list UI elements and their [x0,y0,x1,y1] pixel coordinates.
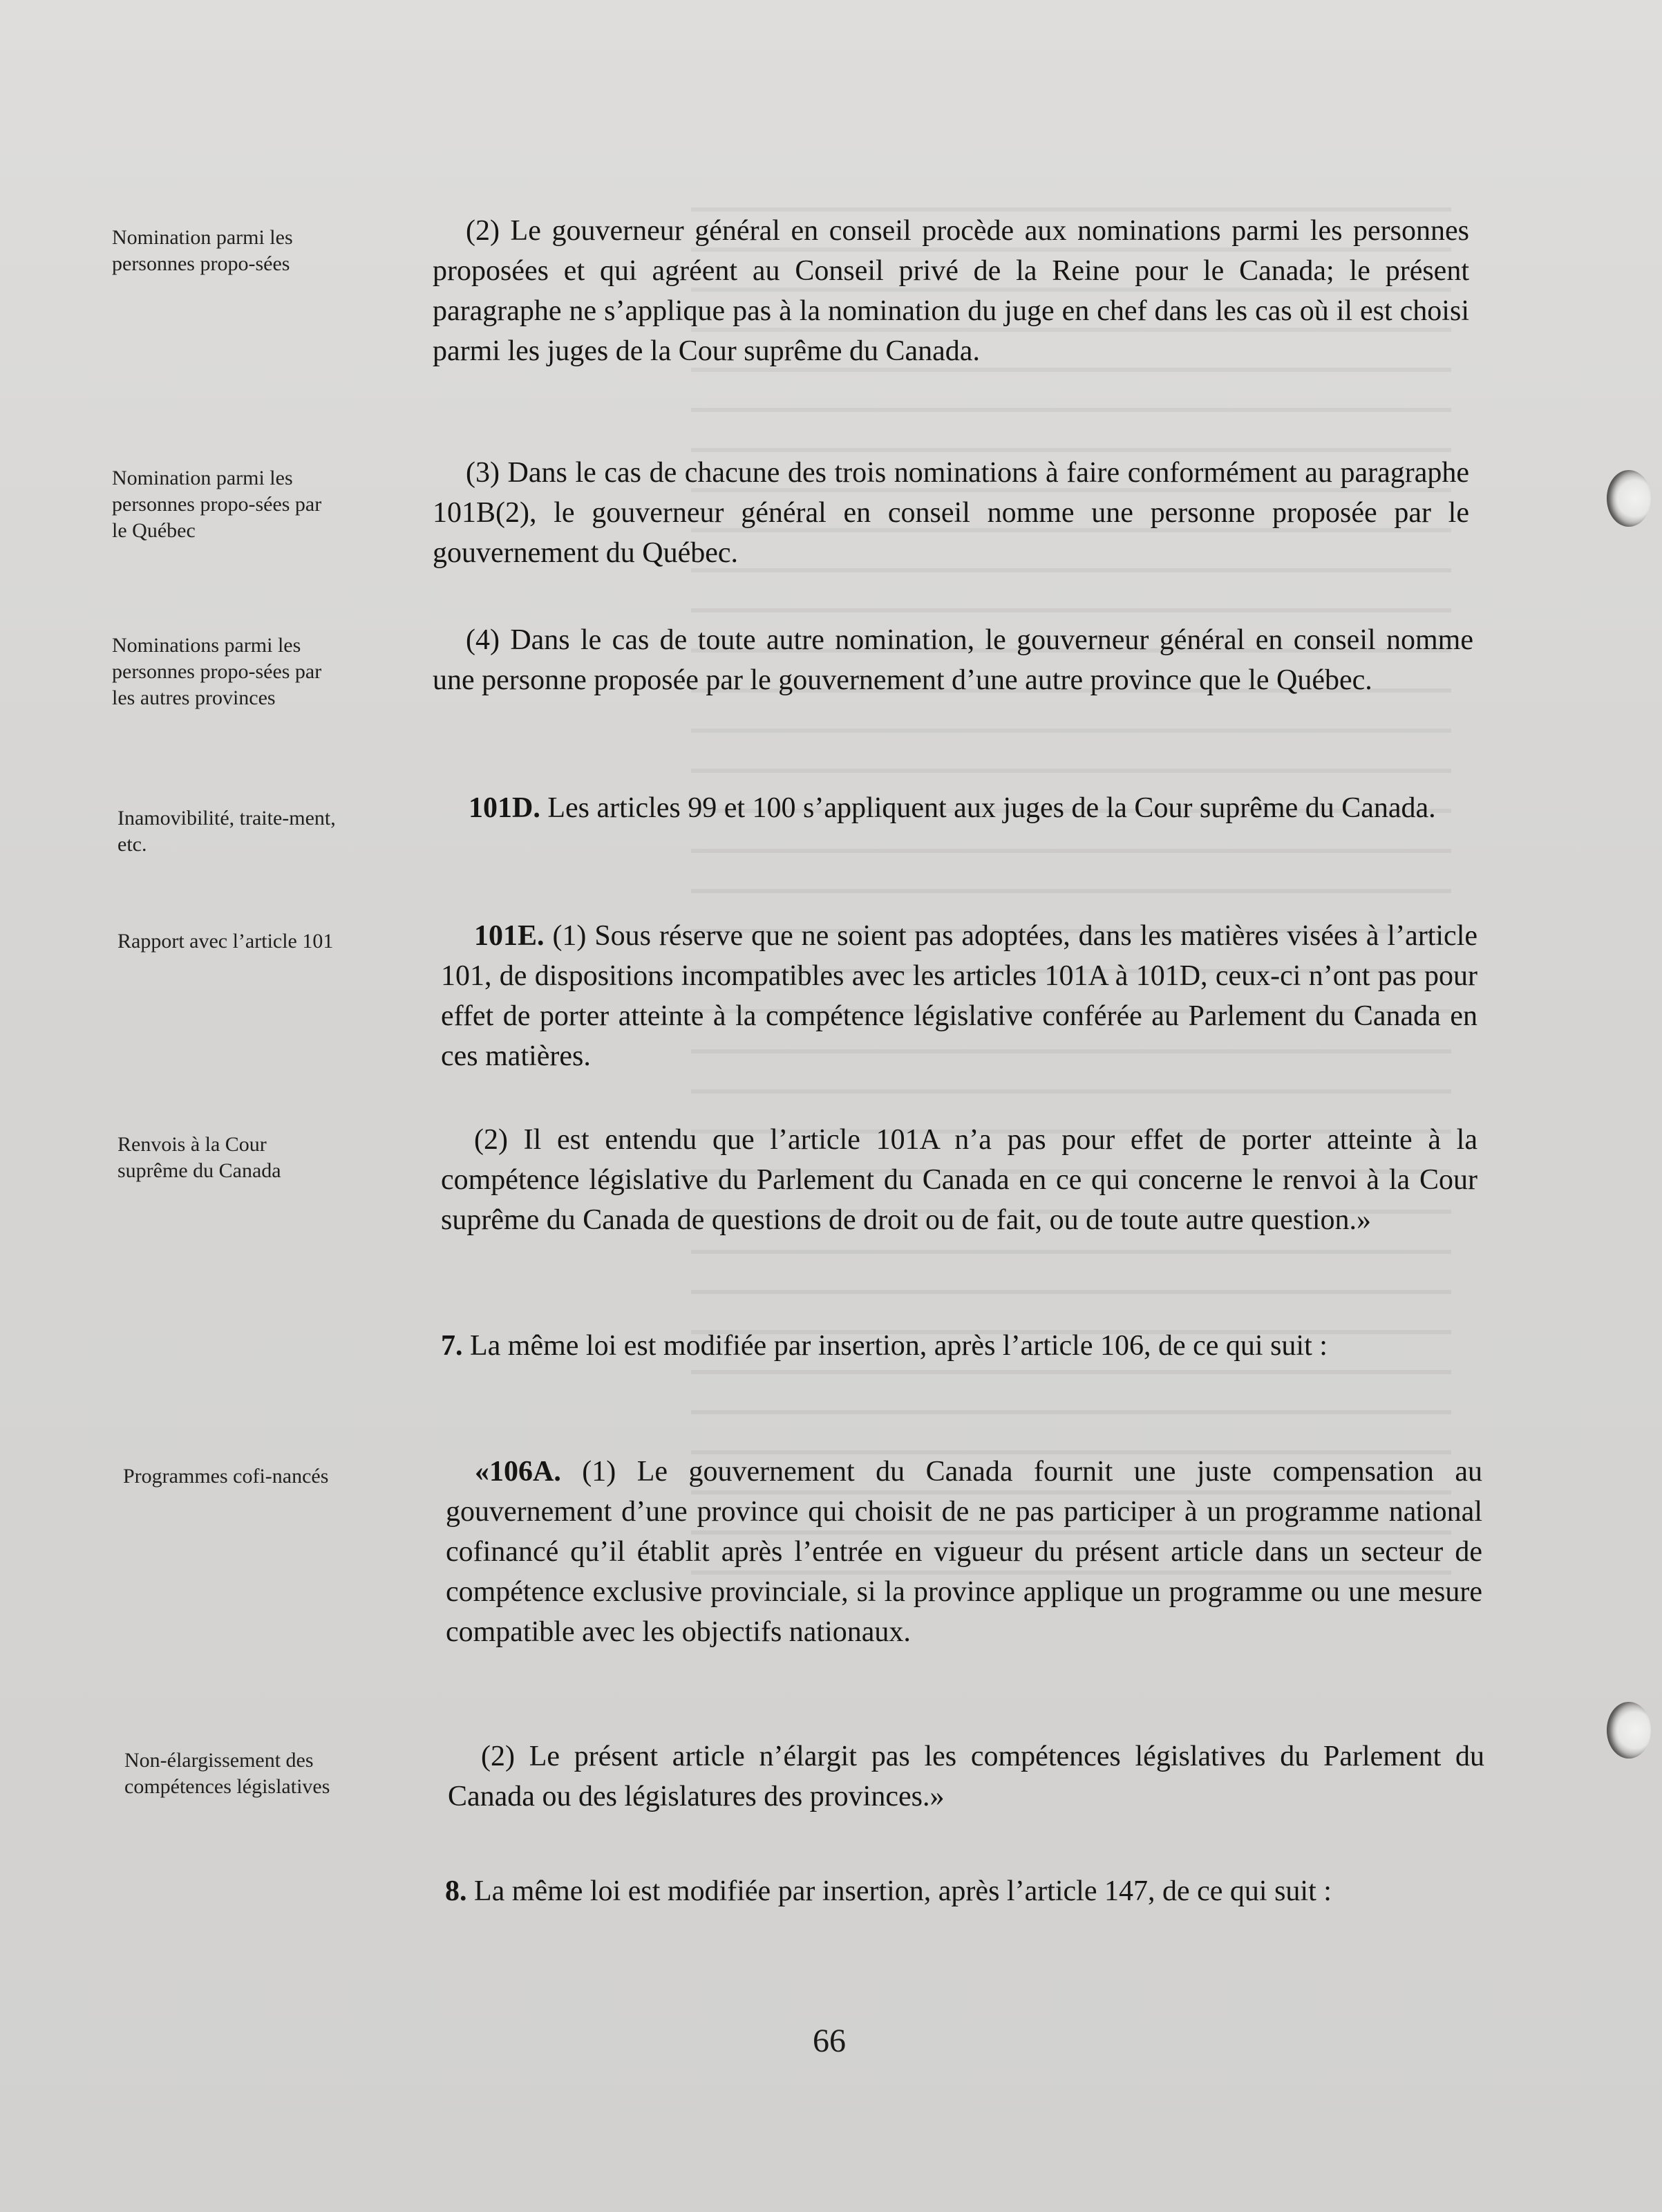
paragraph-101e-1-text: (1) Sous réserve que ne soient pas adoptées, dans les matières visées à l’article 101, de dispositions incompatibles avec les articles 101A à 101D, ceux-ci n’ont pas pour effet de porter atteinte à la compétence législative conférée au Parlement du Canada en ces matières. [441,920,1478,1072]
margin-note-nominations-autres-provinces: Nominations parmi les personnes propo-sées par les autres provinces [112,634,322,709]
paragraph-101d [435,788,1476,828]
margin-note-non-elargissement: Non-élargissement des compétences législatives [124,1749,330,1798]
paragraph-101e-1 [441,916,1477,1076]
section-number-101e: 101E. [474,920,545,952]
margin-note-programmes-cofinances: Programmes cofi-nancés [123,1465,329,1488]
margin-note-nomination-proposees: Nomination parmi les personnes propo-sées [112,226,293,275]
section-number-7: 7. [441,1330,463,1362]
paragraph-101c-2: (2) Le gouverneur général en conseil procède aux nominations parmi les personnes proposées et qui agréent au Conseil privé de la Reine pour le Canada; le présent paragraphe ne s’applique pas à la nomination du juge en chef dans les cas où il est choisi parmi les juges de la Cour suprême du Canada. [433,215,1469,367]
paragraph-article-7 [441,1326,1477,1366]
bleed-through-texture [691,207,1451,1590]
section-number-8: 8. [445,1875,467,1907]
paragraph-101c-4: (4) Dans le cas de toute autre nomination, le gouverneur général en conseil nomme une personne proposée par le gouvernement d’une autre province que le Québec. [433,624,1473,696]
paragraph-106a-2: (2) Le présent article n’élargit pas les compétences législatives du Parlement du Canada ou des législatures des provinces.» [448,1741,1484,1812]
section-number-101d: 101D. [469,792,540,824]
margin-note-renvois-cour-supreme: Renvois à la Cour suprême du Canada [117,1133,281,1182]
paragraph-article-7-text: La même loi est modifiée par insertion, après l’article 106, de ce qui suit : [470,1330,1328,1362]
binder-hole-top [1607,470,1651,527]
paragraph-article-8 [413,1871,1477,1911]
margin-note-inamovibilite: Inamovibilité, traite-ment, etc. [117,807,336,856]
paragraph-106a-1 [446,1452,1482,1652]
page-number: 66 [813,2023,846,2059]
paragraph-101d-text: Les articles 99 et 100 s’appliquent aux juges de la Cour suprême du Canada. [547,792,1436,824]
binder-hole-bottom [1607,1702,1651,1759]
paragraph-101e-2: (2) Il est entendu que l’article 101A n’a pas pour effet de porter atteinte à la compétence législative du Parlement du Canada en ce qui concerne le renvoi à la Cour suprême du Canada de questions de droit ou de fait, ou de toute autre question.» [441,1124,1477,1236]
paragraph-106a-1-text: (1) Le gouvernement du Canada fournit une juste compensation au gouvernement d’une province qui choisit de ne pas participer à un programme national cofinancé qu’il établit après l’entrée en vigueur du présent article dans un secteur de compétence exclusive provinciale, si la province applique un programme ou une mesure compatible avec les objectifs nationaux. [446,1456,1482,1648]
margin-note-rapport-article-101: Rapport avec l’article 101 [117,930,334,953]
section-number-106a: «106A. [475,1456,561,1488]
paragraph-101c-3: (3) Dans le cas de chacune des trois nominations à faire conformément au paragraphe 101B(2), le gouverneur général en conseil nomme une personne proposée par le gouvernement du Québec. [433,457,1469,569]
margin-note-nomination-quebec: Nomination parmi les personnes propo-sées par le Québec [112,467,322,542]
paragraph-article-8-text: La même loi est modifiée par insertion, après l’article 147, de ce qui suit : [474,1875,1332,1907]
